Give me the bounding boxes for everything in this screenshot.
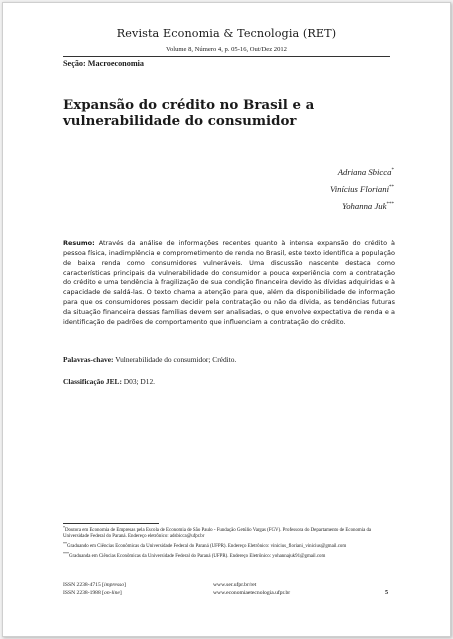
jel-classification: [63, 377, 155, 386]
keywords: [63, 355, 236, 364]
keywords-text: Vulnerabilidade do consumidor; Crédito.: [115, 355, 237, 364]
author-list: [330, 163, 394, 214]
volume-line: Volume 8, Número 4, p. 05-16, Out/Dez 2012: [166, 46, 287, 53]
abstract-label: Resumo:: [63, 239, 95, 247]
header-rule: [63, 56, 390, 57]
footnote-rule: [63, 523, 159, 524]
issn-block: [63, 581, 126, 597]
jel-codes: D03; D12.: [123, 377, 155, 386]
article-title: Expansão do crédito no Brasil e a vulnerabilidade do consumidor: [63, 97, 315, 129]
url-block: [213, 581, 290, 597]
page-number: 5: [385, 589, 389, 596]
footnote: ***Graduanda em Ciências Econômicas da Universidade Federal do Paraná (UFPR). Endereço Eletrônico: yohannajuk91@gmail.com: [63, 551, 326, 560]
jel-label: Classificação JEL:: [63, 377, 122, 386]
author-name: Yohanna Juk***: [342, 201, 394, 211]
footnotes: [63, 525, 395, 561]
journal-page: [2, 2, 451, 637]
section-label: Seção: Macroeconomia: [63, 59, 145, 68]
abstract: [63, 239, 395, 328]
journal-url[interactable]: www.ser.ufpr.br/ret: [213, 582, 257, 588]
issn-online: ISSN 2238-1988 [on-line]: [63, 590, 122, 596]
abstract-text: Através da análise de informações recentes quanto à intensa expansão do crédito à pessoa física, inadimplência e comprometimento de renda no Brasil, este texto identifica a população de baixa renda como consumidores vulneráveis. Uma discussão nascente destaca como características principais da vulnerabilidade do consumidor a pouca experiência com a contratação do crédito e uma tendência à fragilização de sua condição financeira devido às dívidas adquiridas e à capacidade de saldá-las. O texto chama a atenção para que, além da disponibilidade de informação para que os consumidores possam decidir pela contratação ou não da dívida, as tendências futuras da situação financeira dessas famílias devem ser analisadas, o que envolve expectativa de renda e a identificação de padrões de comportamento que influenciam a contratação do crédito.: [63, 239, 395, 326]
issn-print: ISSN 2238-4715 [impresso]: [63, 582, 126, 588]
footnote: **Graduando em Ciências Econômicas da Universidade Federal do Paraná (UFPR). Endereço Eletrônico: vinicius_floriani_vinicius@gmail.com: [63, 541, 347, 550]
journal-url-alt[interactable]: www.economiaetecnologia.ufpr.br: [213, 590, 291, 596]
author-name: Vinícius Floriani**: [330, 184, 394, 194]
keywords-label: Palavras-chave:: [63, 355, 114, 364]
author-name: Adriana Sbicca*: [337, 167, 394, 177]
footnote: *Doutora em Economia de Empresas pela Escola de Economia de São Paulo - Fundação Getúlio Vargas (FGV). Professora do Departamento de Economia da Universidade Federal do Paraná. Endereço eletrônico: adsbicca@ufpr.br: [63, 525, 372, 540]
journal-title: Revista Economia & Tecnologia (RET): [116, 27, 337, 40]
